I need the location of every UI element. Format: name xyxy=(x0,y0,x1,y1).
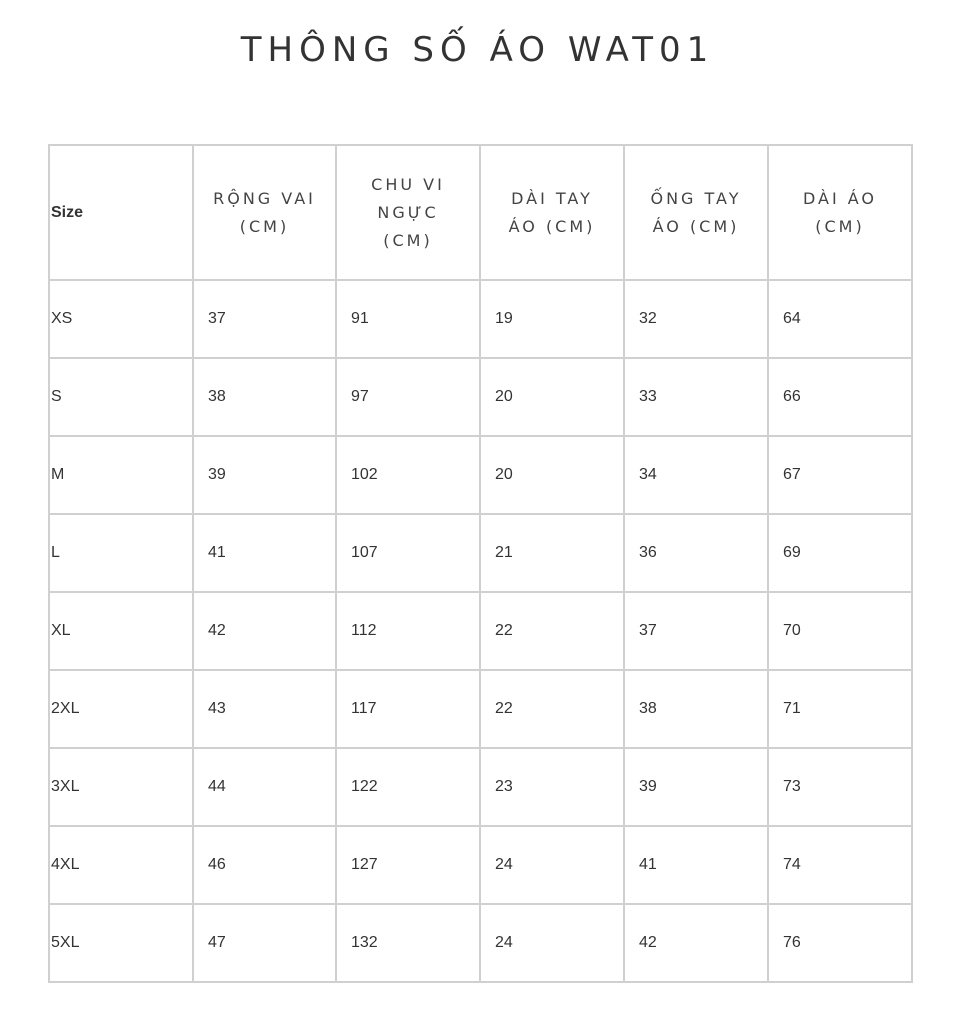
cell-shirt-length: 67 xyxy=(768,436,912,514)
table-row xyxy=(49,904,912,982)
cell-chest-circumference: 117 xyxy=(336,670,480,748)
cell-shirt-length: 74 xyxy=(768,826,912,904)
size-chart-table xyxy=(48,144,913,983)
cell-sleeve-length: 21 xyxy=(480,514,624,592)
table-row xyxy=(49,592,912,670)
cell-sleeve-length: 24 xyxy=(480,904,624,982)
cell-sleeve-opening: 38 xyxy=(624,670,768,748)
cell-shoulder-width: 46 xyxy=(193,826,336,904)
cell-sleeve-opening: 32 xyxy=(624,280,768,358)
header-shoulder-width: RỘNG VAI (CM) xyxy=(193,145,336,280)
cell-chest-circumference: 102 xyxy=(336,436,480,514)
cell-shoulder-width: 47 xyxy=(193,904,336,982)
table-row xyxy=(49,358,912,436)
header-shirt-length: DÀI ÁO (CM) xyxy=(768,145,912,280)
cell-shoulder-width: 44 xyxy=(193,748,336,826)
cell-size: L xyxy=(49,514,193,592)
cell-sleeve-opening: 36 xyxy=(624,514,768,592)
cell-shirt-length: 66 xyxy=(768,358,912,436)
cell-size: XL xyxy=(49,592,193,670)
table-header-row xyxy=(49,145,912,280)
cell-size: 4XL xyxy=(49,826,193,904)
table-row xyxy=(49,514,912,592)
cell-sleeve-length: 19 xyxy=(480,280,624,358)
cell-chest-circumference: 122 xyxy=(336,748,480,826)
cell-sleeve-opening: 41 xyxy=(624,826,768,904)
header-sleeve-opening: ỐNG TAY ÁO (CM) xyxy=(624,145,768,280)
cell-sleeve-length: 20 xyxy=(480,358,624,436)
cell-shoulder-width: 38 xyxy=(193,358,336,436)
cell-shirt-length: 64 xyxy=(768,280,912,358)
cell-shoulder-width: 37 xyxy=(193,280,336,358)
table-row xyxy=(49,748,912,826)
cell-size: M xyxy=(49,436,193,514)
cell-sleeve-length: 24 xyxy=(480,826,624,904)
cell-sleeve-length: 22 xyxy=(480,592,624,670)
cell-sleeve-opening: 33 xyxy=(624,358,768,436)
cell-sleeve-opening: 42 xyxy=(624,904,768,982)
cell-chest-circumference: 107 xyxy=(336,514,480,592)
cell-size: S xyxy=(49,358,193,436)
cell-shirt-length: 69 xyxy=(768,514,912,592)
header-chest-circumference: CHU VI NGỰC (CM) xyxy=(336,145,480,280)
cell-size: XS xyxy=(49,280,193,358)
cell-chest-circumference: 112 xyxy=(336,592,480,670)
cell-size: 2XL xyxy=(49,670,193,748)
cell-shoulder-width: 42 xyxy=(193,592,336,670)
cell-sleeve-opening: 37 xyxy=(624,592,768,670)
cell-shirt-length: 76 xyxy=(768,904,912,982)
table-row xyxy=(49,436,912,514)
header-size: Size xyxy=(49,145,193,280)
cell-sleeve-length: 23 xyxy=(480,748,624,826)
cell-chest-circumference: 97 xyxy=(336,358,480,436)
cell-sleeve-opening: 39 xyxy=(624,748,768,826)
cell-sleeve-length: 22 xyxy=(480,670,624,748)
cell-shirt-length: 70 xyxy=(768,592,912,670)
table-row xyxy=(49,670,912,748)
cell-size: 5XL xyxy=(49,904,193,982)
cell-sleeve-opening: 34 xyxy=(624,436,768,514)
cell-shoulder-width: 39 xyxy=(193,436,336,514)
cell-chest-circumference: 91 xyxy=(336,280,480,358)
table-row xyxy=(49,826,912,904)
page-title: THÔNG SỐ ÁO WAT01 xyxy=(240,30,715,70)
cell-shirt-length: 73 xyxy=(768,748,912,826)
cell-shirt-length: 71 xyxy=(768,670,912,748)
cell-sleeve-length: 20 xyxy=(480,436,624,514)
cell-shoulder-width: 43 xyxy=(193,670,336,748)
table-row xyxy=(49,280,912,358)
header-sleeve-length: DÀI TAY ÁO (CM) xyxy=(480,145,624,280)
cell-size: 3XL xyxy=(49,748,193,826)
cell-chest-circumference: 127 xyxy=(336,826,480,904)
cell-chest-circumference: 132 xyxy=(336,904,480,982)
cell-shoulder-width: 41 xyxy=(193,514,336,592)
